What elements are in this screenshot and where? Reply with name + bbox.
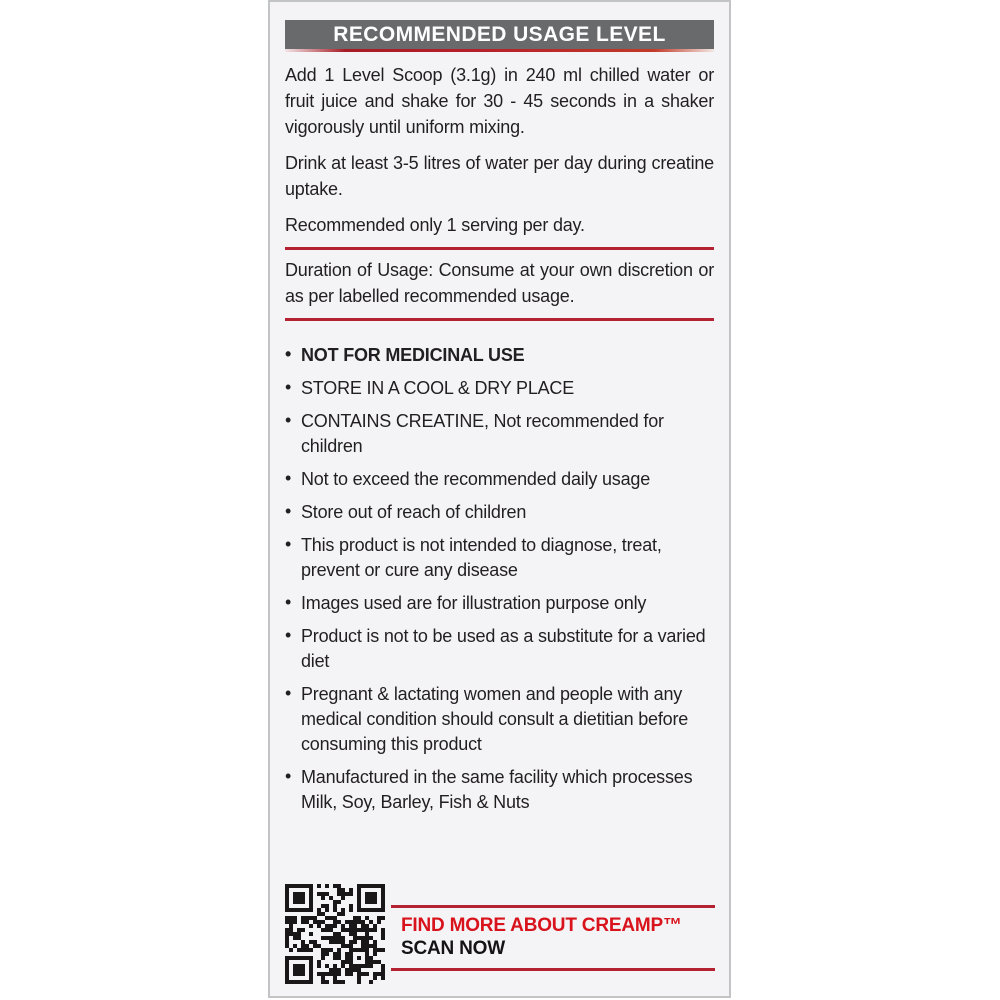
section-header-title: RECOMMENDED USAGE LEVEL: [333, 23, 666, 46]
warning-item-text: Product is not to be used as a substitute for a varied diet: [301, 626, 706, 671]
qr-code-icon: [285, 884, 385, 984]
bullet-dot-icon: •: [285, 377, 292, 397]
bullet-dot-icon: •: [285, 683, 292, 703]
warning-item-text: Not to exceed the recommended daily usage: [301, 469, 651, 489]
bullet-dot-icon: •: [285, 766, 292, 786]
usage-paragraph-mixing: Add 1 Level Scoop (3.1g) in 240 ml chilled water or fruit juice and shake for 30 - 45 seconds in a shaker vigorously until uniform mixing.: [285, 65, 714, 137]
warning-item: [285, 500, 714, 525]
header-accent-line: [285, 49, 714, 52]
warning-item-text: This product is not intended to diagnose, treat, prevent or cure any disease: [301, 535, 662, 580]
warning-item: [285, 467, 714, 492]
warnings-list: [285, 343, 714, 815]
warning-item-text: Manufactured in the same facility which processes Milk, Soy, Barley, Fish & Nuts: [301, 767, 693, 812]
warning-item: [285, 376, 714, 401]
warning-item: [285, 624, 714, 674]
scan-now-text: SCAN NOW: [401, 938, 505, 959]
warning-item: [285, 765, 714, 815]
duration-divider-bottom: [285, 318, 714, 321]
bullet-dot-icon: •: [285, 410, 292, 430]
find-more-text: FIND MORE ABOUT CREAMP™: [401, 915, 682, 936]
bullet-dot-icon: •: [285, 501, 292, 521]
warning-item-text: CONTAINS CREATINE, Not recommended for children: [301, 411, 664, 456]
warning-item: [285, 343, 714, 368]
qr-caption-frame: [391, 905, 715, 971]
warning-item: [285, 409, 714, 459]
duration-divider-top: [285, 247, 714, 250]
footer-qr-section: [285, 884, 715, 984]
warning-item-text: Images used are for illustration purpose only: [301, 593, 647, 613]
bullet-dot-icon: •: [285, 344, 292, 364]
bullet-dot-icon: •: [285, 592, 292, 612]
section-header-bar: [285, 20, 714, 49]
warning-item-text: NOT FOR MEDICINAL USE: [301, 345, 525, 365]
label-panel: [268, 0, 731, 998]
usage-paragraph-serving: Recommended only 1 serving per day.: [285, 215, 585, 235]
bullet-dot-icon: •: [285, 625, 292, 645]
bullet-dot-icon: •: [285, 468, 292, 488]
qr-caption-block: [391, 884, 715, 971]
warning-item: [285, 533, 714, 583]
warning-item: [285, 682, 714, 757]
usage-paragraph-water: Drink at least 3-5 litres of water per day during creatine uptake.: [285, 153, 714, 199]
warning-item-text: STORE IN A COOL & DRY PLACE: [301, 378, 575, 398]
duration-note: Duration of Usage: Consume at your own discretion or as per labelled recommended usage.: [285, 260, 714, 306]
warning-item-text: Pregnant & lactating women and people with any medical condition should consult a dietitian before consuming this product: [301, 684, 689, 754]
warning-item-text: Store out of reach of children: [301, 502, 527, 522]
bullet-dot-icon: •: [285, 534, 292, 554]
warning-item: [285, 591, 714, 616]
